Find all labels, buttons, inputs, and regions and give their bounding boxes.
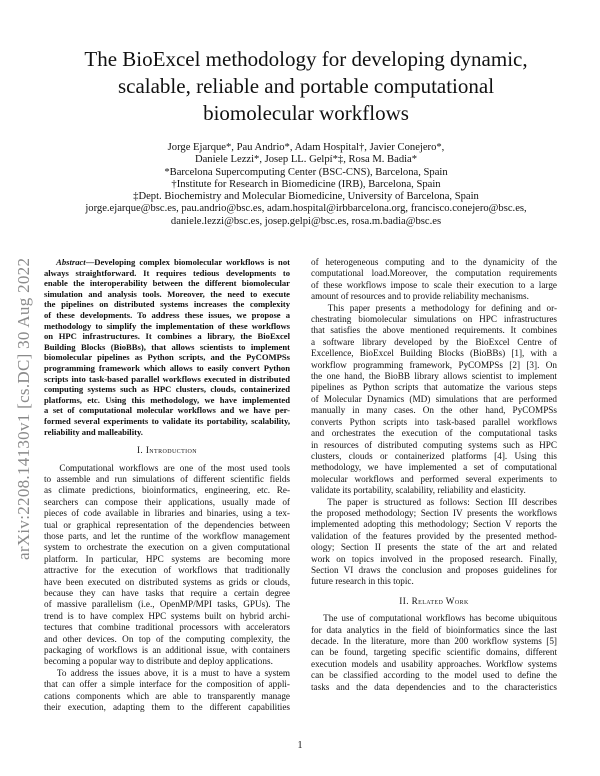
abstract-label: Abstract: [56, 257, 86, 267]
author-names: Jorge Ejarque*, Pau Andrio*, Adam Hospital†, Javier Conejero*,: [167, 142, 445, 153]
text-line: because they can have tasks that require a certain degree: [44, 587, 290, 598]
text-line: and other devices. On top of the computing complexity, the: [44, 633, 290, 644]
abstract-line: reliability and malleability.: [44, 426, 143, 437]
text-line: computational load.Moreover, the computation requirements: [311, 268, 557, 279]
abstract-line: a set of computational molecular workflows and we have per-: [44, 405, 290, 416]
affiliation: †Institute for Research in Biomedicine (IRB), Barcelona, Spain: [171, 178, 441, 190]
text-line: platform. In particular, HPC systems are becoming more: [44, 553, 290, 564]
text-line: their execution, adapting them to the different capabilities: [44, 702, 290, 713]
text-line: for data analytics in the field of bioinformatics since the last: [311, 624, 557, 635]
title-line: The BioExcel methodology for developing dynamic,: [84, 47, 528, 71]
text-line: clusters, clouds or containerized platforms [4]. Using this: [311, 450, 557, 461]
text-line: that satisfies the above mentioned requirements. It combines: [311, 325, 557, 336]
text-line: ology; Section II presents the state of the art and related: [311, 542, 557, 553]
text-line: Excellence, BioExcel Building Blocks (BioBBs) [1], with a: [311, 348, 557, 359]
text-line: cations components which are able to transparently manage: [44, 690, 290, 701]
right-column: [311, 257, 557, 693]
text-line: amount of resources and to provide reliability mechanisms.: [311, 291, 529, 302]
text-line: tasks and the data dependencies and to the characteristics: [311, 681, 557, 692]
author-emails: jorge.ejarque@bsc.es, pau.andrio@bsc.es, adam.hospital@irbbarcelona.org, francisco.conejero@bsc.es,: [85, 203, 527, 215]
text-line: searchers can compose their applications, usually made of: [44, 496, 290, 507]
abstract: [44, 257, 290, 437]
text-line: validate its portability, scalability, reliability and elasticity.: [311, 485, 526, 496]
abstract-line: simulation and analysis tools. Moreover, the need to execute: [44, 288, 290, 299]
text-line: a software library developed by the BioExcel Centre of: [311, 336, 557, 347]
text-line: decade. In the literature, more than 200 workflow systems [5]: [311, 636, 557, 646]
text-line: validation of the features provided by the presented method-: [311, 530, 557, 541]
page-number: 1: [297, 740, 303, 751]
abstract-line: the pipelines on distributed systems increases the complexity: [44, 299, 290, 310]
text-line: attractive for the execution of workflows that traditionally: [44, 565, 290, 576]
author-emails: daniele.lezzi@bsc.es, josep.gelpi@bsc.es, rosa.m.badia@bsc.es: [170, 215, 442, 227]
text-line: those parts, and let the runtime of the workflow management: [44, 530, 290, 541]
author-block: [60, 142, 552, 228]
text-line: Section VI draws the conclusion and proposes guidelines for: [311, 564, 557, 575]
affiliation: *Barcelona Supercomputing Center (BSC-CNS), Barcelona, Spain: [164, 166, 448, 178]
text-line: This paper presents a methodology for defining and or-: [327, 302, 557, 313]
text-line: in resources of distributed computing systems such as HPC: [311, 439, 557, 450]
abstract-line: enable the interoperability between the different biomolecular: [44, 278, 290, 289]
text-line: implemented adopting this methodology; Section V reports the: [311, 519, 557, 530]
abstract-line: platforms, etc. Using this methodology, we have implemented: [44, 394, 290, 405]
affiliation: ‡Dept. Biochemistry and Molecular Biomedicine, University of Barcelona, Spain: [133, 191, 479, 203]
paragraph: [44, 463, 290, 668]
abstract-line: Abstract—Developing complex biomolecular workflows is not: [56, 257, 290, 267]
arxiv-stamp: arXiv:2208.14130v1 [cs.DC] 30 Aug 2022: [14, 257, 33, 560]
text-line: workflow programming framework, PyCOMPSs [2] [3]. On: [311, 359, 557, 370]
text-line: of these workflows impose to scale their execution to a large: [311, 279, 557, 290]
abstract-line: programming framework which allows to easily convert Python: [44, 362, 290, 373]
text-line: tectures that combine traditional processors with accelerators: [44, 622, 290, 633]
text-line: chestrating biomolecular simulations on HPC infrastructures: [311, 314, 557, 325]
text-line: the proposed methodology; Section IV presents the workflows: [311, 507, 557, 518]
abstract-line: formed several experiments to validate its portability, scalability,: [44, 415, 290, 426]
text-line: pipelines as Python scripts that automatize the various steps: [311, 382, 557, 393]
abstract-line: scripts into task-based parallel workflows executed in distributed: [44, 373, 290, 384]
text-line: tual or graphical representation of the dependencies between: [44, 519, 290, 530]
text-line: system to orchestrate the execution on a given computational: [44, 542, 290, 553]
title-line: scalable, reliable and portable computational: [117, 74, 495, 98]
abstract-line: on HPC infrastructures. It combines a library, the BioExcel: [44, 331, 290, 342]
abstract-line: biomolecular pipelines as Python scripts, and the PyCOMPSs: [44, 352, 290, 363]
text-line: trend is to have complex HPC systems built on hybrid archi-: [44, 610, 290, 621]
paragraph: [311, 497, 557, 588]
section-heading: I. Introduction: [136, 445, 198, 456]
title-line: biomolecular workflows: [203, 101, 409, 125]
paragraph: [44, 668, 290, 714]
text-line: of massive parallelism (i.e., OpenMP/MPI tasks, GPUs). The: [44, 599, 290, 610]
text-line: that can offer a simple interface for the composition of appli-: [44, 679, 290, 690]
paragraph: [311, 613, 557, 693]
text-line: as climate predictions, bioinformatics, engineering, etc. Re-: [44, 485, 290, 496]
abstract-line: of these developments. To address these issues, we propose a: [44, 309, 290, 320]
text-line: methodology, we have implemented a set of computational: [311, 462, 557, 473]
author-names: Daniele Lezzi*, Josep LL. Gelpí*‡, Rosa M. Badia*: [194, 154, 418, 166]
text-line: can be found, targeting specific scientific domains, different: [311, 647, 557, 658]
text-line: to assemble and run simulations of different scientific fields: [44, 473, 290, 484]
text-line: and orchestrates the execution of the computational tasks: [311, 428, 557, 439]
text-line: work on topics involved in the proposed research. Finally,: [311, 553, 557, 564]
text-line: have been executed on distributed systems as grids or clouds,: [44, 576, 290, 587]
text-line: the one hand, the BioBB library allows scientist to implement: [311, 371, 557, 382]
text-line: execution models and usability approaches. Workflow systems: [311, 658, 557, 669]
text-line: manually in many cases. On the other hand, PyCOMPSs: [311, 405, 557, 416]
paragraph: [311, 303, 557, 497]
text-line: The paper is structured as follows: Section III describes: [327, 496, 557, 507]
paper-title: [40, 46, 572, 127]
text-line: The use of computational workflows has become ubiquitous: [323, 613, 557, 624]
text-line: pieces of code available in libraries and binaries, using a tex-: [44, 508, 290, 519]
text-line: of Molecular Dynamics (MD) simulations that are performed: [311, 393, 557, 404]
section-heading: II. Related Work: [399, 595, 469, 606]
text-line: future research in this topic.: [311, 576, 414, 587]
paragraph: [311, 257, 557, 303]
left-column: [44, 257, 290, 713]
text-line: of heterogeneous computing and to the dynamicity of the: [311, 257, 557, 267]
abstract-line: Building Blocks (BioBBs), that allows scientists to implement: [44, 341, 290, 352]
text-line: packaging of workflows is an additional issue, with containers: [44, 645, 290, 655]
abstract-line: computing systems such as HPC clusters, clouds, containerized: [44, 384, 290, 395]
text-line: converts Python scripts into task-based parallel workflows: [311, 416, 557, 427]
text-line: molecular workflows and performed several experiments to: [311, 473, 557, 484]
abstract-line: methodology to simplify the implementation of these workflows: [44, 320, 290, 331]
text-line: becoming a popular way to distribute and deploy applications.: [44, 656, 273, 667]
text-line: Computational workflows are one of the most used tools: [59, 462, 290, 473]
abstract-line: always straightforward. It requires tedious developments to: [44, 267, 290, 278]
text-line: To address the issues above, it is a must to have a system: [56, 667, 290, 678]
text-line: can be classified according to the model used to define the: [311, 670, 557, 681]
